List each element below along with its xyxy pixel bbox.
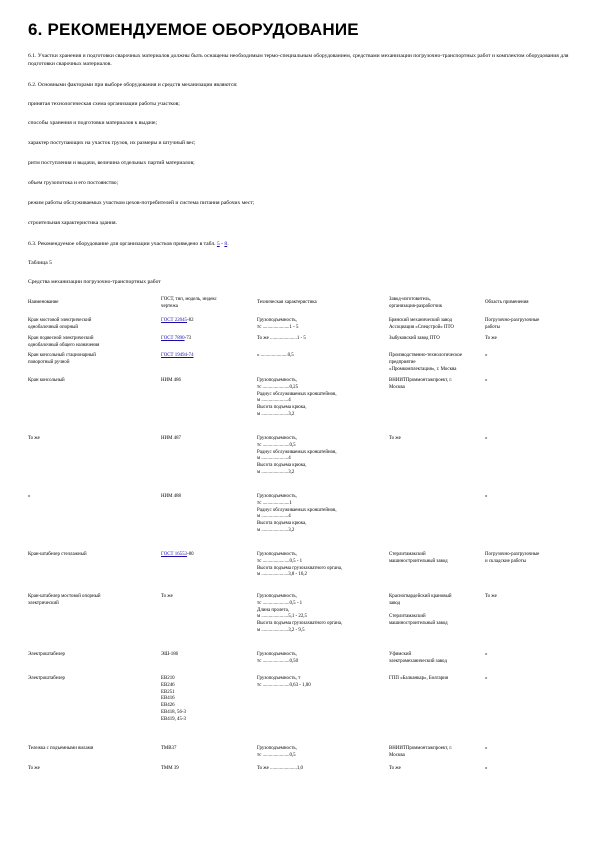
cell-specs [257, 766, 385, 773]
cell-line: Зыбуковский завод ПТО [389, 336, 440, 341]
cell-line: Производственно-технологическое [389, 353, 463, 358]
cell-gost [161, 766, 253, 773]
cell-gost [161, 336, 253, 343]
cell-line: То же [161, 594, 173, 599]
gost-link[interactable]: ГОСТ 22045 [161, 318, 187, 323]
cell-manufacturer [389, 378, 481, 392]
cell-line: » [485, 494, 488, 499]
cell-application [485, 552, 575, 566]
cell-specs [257, 494, 385, 535]
cell-specs [257, 436, 385, 477]
cell-line: ЭШ-186 [161, 652, 179, 657]
cell-name [28, 436, 153, 443]
cell-line: То же [28, 766, 40, 771]
cell-line: » [28, 494, 31, 499]
cell-application [485, 378, 575, 385]
cell-line: » [485, 676, 488, 681]
cell-name [28, 353, 153, 367]
factor-item: способы хранения и подготовки материалов к выдаче; [28, 120, 158, 126]
cell-line: м ......................4 [257, 456, 291, 462]
cell-specs [257, 676, 385, 690]
cell-line: То же [389, 766, 401, 771]
cell-line: » [485, 436, 488, 441]
cell-line: тс ......................0,63 - 1,00 [257, 682, 311, 688]
cell-line: тс ......................0,50 [257, 658, 299, 664]
cell-specs [257, 552, 385, 579]
cell-line: завод [389, 600, 401, 606]
cell-application [485, 336, 575, 343]
cell-line: То же [389, 436, 401, 441]
header-specs [257, 300, 385, 307]
cell-line: Грузоподъемность, [257, 652, 297, 657]
cell-line: Высота подъема крюка, [257, 521, 307, 527]
cell-gost [161, 746, 253, 753]
factor-item: режим работы обслуживаемых участком цехов-потребителей и система питания рабочих мест; [28, 200, 255, 206]
factor-item: ритм поступления и выдачи, величина отдельных партий материалов; [28, 160, 195, 166]
cell-name [28, 336, 153, 350]
cell-line [389, 608, 481, 615]
cell-line [161, 318, 253, 325]
gost-link[interactable]: ГОСТ 19494-74 [161, 353, 194, 358]
cell-line: Грузоподъемность, [257, 318, 297, 323]
cell-line: Грузоподъемность, [257, 594, 297, 599]
cell-line: Стерлитамакский [389, 614, 426, 620]
cell-line: Завод-изготовитель, [389, 297, 431, 302]
cell-gost [161, 353, 253, 360]
cell-line: предприятие [389, 359, 416, 365]
cell-line: Грузоподъемность, [257, 436, 297, 441]
cell-line: » [485, 378, 488, 383]
gost-suffix: -73 [184, 336, 192, 341]
cell-line: организация-разработчик [389, 303, 443, 309]
cell-specs [257, 746, 385, 760]
cell-manufacturer [389, 594, 481, 628]
cell-line: Брянский механический завод [389, 318, 453, 323]
cell-line [161, 552, 253, 559]
paragraph-6-3-suffix: . [227, 241, 229, 247]
cell-gost [161, 594, 253, 601]
cell-line: Грузоподъемность, [257, 378, 297, 383]
cell-line: машиностроительный завод [389, 558, 448, 564]
cell-specs [257, 336, 385, 343]
cell-line: Кран мостовой электрический [28, 318, 92, 323]
cell-line: Радиус обслуживаемых кронштейнов, [257, 391, 337, 397]
cell-line: Грузоподъемность, [257, 746, 297, 751]
cell-manufacturer [389, 766, 481, 773]
cell-line: ЕВ210 [161, 676, 175, 681]
factor-item: характер поступающих на участок грузов, их размеры и штучный вес; [28, 140, 196, 146]
cell-line: Высота подъема грузозахватного органа, [257, 565, 343, 571]
cell-manufacturer [389, 652, 481, 666]
cell-line: Высота подъема крюка, [257, 463, 307, 469]
cell-line: ВНИИТПроммонтажпроект, г. [389, 378, 453, 383]
paragraph-6-3-separator: - [219, 241, 225, 247]
cell-line: ЕВ251 [161, 689, 175, 695]
cell-line: » ......................0,5 [257, 353, 294, 358]
cell-application [485, 676, 575, 683]
cell-line: работы [485, 324, 500, 330]
cell-gost [161, 676, 253, 724]
cell-line: м ......................3,2 [257, 411, 295, 417]
cell-line: однобалочный опорный [28, 324, 78, 330]
cell-specs [257, 318, 385, 332]
cell-manufacturer [389, 676, 481, 683]
cell-line: и складские работы [485, 558, 526, 564]
cell-line: м ......................3,2 [257, 527, 295, 533]
cell-line: Техническая характеристика [257, 300, 317, 305]
cell-specs [257, 652, 385, 666]
cell-line: Стерлитамакский [389, 552, 426, 557]
cell-name [28, 594, 153, 608]
cell-gost [161, 318, 253, 325]
cell-line: тс ......................0,5 - 1 [257, 600, 303, 606]
cell-line: Ассоциация «Спецстрой» ПТО [389, 324, 454, 330]
cell-line: тс ......................1 [257, 500, 292, 506]
factor-item: строительная характеристика здания. [28, 220, 117, 226]
cell-line: м ......................3,8 - 16,2 [257, 572, 307, 578]
cell-specs [257, 353, 385, 360]
cell-line: НИМ 488 [161, 494, 181, 499]
cell-line: » [485, 766, 488, 771]
cell-line: То же ......................1 - 5 [257, 336, 306, 341]
cell-manufacturer [389, 353, 481, 373]
cell-line: Грузоподъемность, [257, 552, 297, 557]
cell-line: тс ......................0,25 [257, 384, 299, 390]
cell-line: ТМВ37 [161, 746, 177, 751]
cell-line: Грузоподъемность, [257, 494, 297, 499]
cell-line: Грузоподъемность, т [257, 676, 301, 681]
cell-application [485, 353, 575, 360]
cell-name [28, 652, 153, 659]
cell-line: То же [28, 436, 40, 441]
cell-line: НИМ 487 [161, 436, 181, 441]
cell-line: м ......................4 [257, 398, 291, 404]
cell-line: тс ......................0,5 [257, 442, 296, 448]
cell-line: «Промкомплектация», г. Москва [389, 366, 457, 372]
cell-line: ВНИИТПроммонтажпроект, г. [389, 746, 453, 751]
cell-line: То же [485, 336, 497, 341]
cell-application [485, 652, 575, 659]
cell-name [28, 552, 153, 559]
gost-suffix: -80 [187, 552, 194, 557]
table-5-link[interactable]: 5 [216, 241, 220, 247]
cell-line: ЕВ419, 45-3 [161, 716, 186, 722]
cell-name [28, 378, 153, 385]
cell-line: ГПП «Балканкар», Болгария [389, 676, 449, 681]
cell-line [161, 353, 253, 360]
section-heading: 6. РЕКОМЕНДУЕМОЕ ОБОРУДОВАНИЕ [28, 20, 359, 39]
cell-line: Кран консольный [28, 378, 65, 383]
cell-line: Высота подъема крюка, [257, 405, 307, 411]
cell-line: » [485, 652, 488, 657]
cell-line: Электроштабелер [28, 652, 65, 657]
cell-line: Область применения [485, 300, 529, 305]
cell-line: Москва [389, 384, 405, 390]
cell-name [28, 676, 153, 683]
cell-line: ЕВ246 [161, 682, 175, 688]
cell-line: ЕВ416 [161, 696, 175, 702]
cell-line: ГОСТ, тип, модель, индекс [161, 297, 217, 302]
cell-name [28, 766, 153, 773]
cell-gost [161, 436, 253, 443]
header-application [485, 300, 575, 307]
factor-item: принятая технологическая схема организации работы участков; [28, 101, 180, 107]
cell-line: м ......................4 [257, 514, 291, 520]
cell-name [28, 494, 153, 501]
cell-line: То же [485, 594, 497, 599]
header-name [28, 300, 153, 307]
gost-suffix: -82 [187, 318, 194, 323]
cell-gost [161, 494, 253, 501]
cell-line: м ......................5,1 - 22,5 [257, 614, 307, 620]
cell-manufacturer [389, 746, 481, 760]
cell-line: тс ......................1 - 5 [257, 324, 299, 330]
cell-gost [161, 378, 253, 385]
cell-application [485, 594, 575, 601]
cell-manufacturer [389, 318, 481, 332]
cell-line: Длина пролета, [257, 607, 290, 613]
factor-item: объем грузопотока и его постоянство; [28, 180, 119, 186]
cell-name [28, 318, 153, 332]
cell-application [485, 318, 575, 332]
paragraph-6-3 [28, 241, 573, 249]
cell-line: Наименование [28, 300, 59, 305]
cell-line: Москва [389, 752, 405, 758]
cell-line: ЕВ426 [161, 703, 175, 709]
cell-line: ТММ 39 [161, 766, 179, 771]
cell-application [485, 746, 575, 753]
cell-line: Высота подъема грузозахватного органа, [257, 621, 343, 627]
cell-line: Кран-штабелер мостовой опорный [28, 594, 101, 599]
gost-link[interactable]: ГОСТ 16553 [161, 552, 187, 557]
table-label: Таблица 5 [28, 260, 52, 266]
cell-line: Тележка с подъемными вилами [28, 746, 94, 751]
cell-line: НИМ 486 [161, 378, 181, 383]
cell-line: м ......................3,2 - 9,5 [257, 627, 305, 633]
cell-line: Красногвардейский крановый [389, 594, 452, 599]
cell-line: Радиус обслуживаемых кронштейнов, [257, 449, 337, 455]
cell-line: машиностроительный завод [389, 621, 448, 627]
cell-line: Кран-штабелер стеллажный [28, 552, 87, 557]
cell-line: электрический [28, 600, 59, 606]
cell-line: Погрузочно-разгрузочные [485, 318, 540, 323]
cell-line: чертежа [161, 303, 178, 309]
cell-application [485, 494, 575, 501]
cell-application [485, 766, 575, 773]
cell-line: электромеханический завод [389, 658, 447, 664]
cell-line: Уфимский [389, 652, 412, 657]
cell-application [485, 436, 575, 443]
cell-line: Радиус обслуживаемых кронштейнов, [257, 507, 337, 513]
table-8-link[interactable]: 8 [224, 241, 228, 247]
cell-gost [161, 652, 253, 659]
cell-gost [161, 552, 253, 559]
cell-manufacturer [389, 436, 481, 443]
cell-line: однобалочный общего назначения [28, 342, 100, 348]
cell-specs [257, 594, 385, 635]
cell-line: То же ......................1,0 [257, 766, 304, 771]
cell-specs [257, 378, 385, 419]
cell-line: ЕВ418, 56-3 [161, 709, 186, 715]
header-gost [161, 297, 253, 311]
cell-line: » [485, 746, 488, 751]
gost-link[interactable]: ГОСТ 7890 [161, 336, 185, 341]
cell-line [161, 336, 253, 343]
cell-manufacturer [389, 552, 481, 566]
cell-line: Кран консольный стационарный [28, 353, 96, 358]
paragraph-6-1: 6.1. Участки хранения и подготовки сварочных материалов должны быть оснащены необходимым термо-специальным оборудованием, средствами механизации погрузочно-транспортных работ и комплектом оборудования для подготовки сварочных материалов. [28, 53, 569, 67]
cell-line: Кран подвесной электрический [28, 336, 94, 341]
cell-name [28, 746, 153, 753]
cell-line: » [485, 353, 488, 358]
cell-line: поворотный ручной [28, 359, 70, 365]
paragraph-6-2: 6.2. Основными факторами при выборе оборудования и средств механизации являются: [28, 82, 238, 88]
cell-line: тс ......................0,5 - 1 [257, 558, 303, 564]
table-title: Средства механизации погрузочно-транспортных работ [28, 279, 161, 285]
cell-line: Электроштабелер [28, 676, 65, 681]
paragraph-6-3-prefix: 6.3. Рекомендуемое оборудование для организации участков приведено в табл. [28, 241, 217, 247]
cell-manufacturer [389, 336, 481, 343]
cell-line: тс ......................0,5 [257, 752, 296, 758]
cell-line: м ......................3,2 [257, 469, 295, 475]
header-manufacturer [389, 297, 481, 311]
cell-line: Погрузочно-разгрузочные [485, 552, 540, 557]
